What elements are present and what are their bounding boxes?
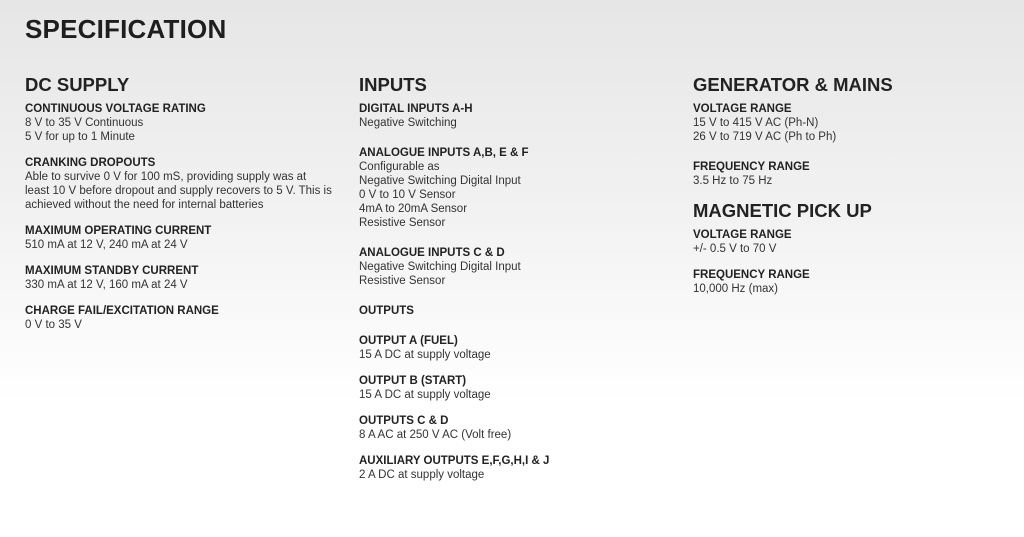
column-dc-supply	[25, 74, 345, 344]
spec-value: Negative Switching	[359, 117, 457, 129]
spec-digital-inputs	[359, 102, 679, 130]
spec-label: OUTPUT A (FUEL)	[359, 335, 458, 347]
spec-auxiliary-outputs	[359, 454, 679, 482]
spec-value: Configurable as	[359, 161, 440, 173]
spec-label: FREQUENCY RANGE	[693, 269, 810, 281]
spec-output-a-fuel	[359, 334, 679, 362]
spec-label: CHARGE FAIL/EXCITATION RANGE	[25, 305, 219, 317]
spec-label: MAXIMUM OPERATING CURRENT	[25, 225, 212, 237]
spec-generator-voltage-range	[693, 102, 1013, 144]
spec-value: 4mA to 20mA Sensor	[359, 203, 468, 215]
spec-maximum-operating-current	[25, 224, 345, 252]
spec-value: 510 mA at 12 V, 240 mA at 24 V	[25, 239, 188, 251]
spec-outputs-cd	[359, 414, 679, 442]
spec-label: OUTPUTS C & D	[359, 415, 449, 427]
spec-outputs-heading	[359, 304, 679, 318]
spec-value: Able to survive 0 V for 100 mS, providing supply was at	[25, 171, 307, 183]
spec-value: Negative Switching Digital Input	[359, 175, 521, 187]
spec-value: 8 A AC at 250 V AC (Volt free)	[359, 429, 512, 441]
spec-value: 0 V to 10 V Sensor	[359, 189, 456, 201]
spec-value: 0 V to 35 V	[25, 319, 82, 331]
spec-value: 15 A DC at supply voltage	[359, 389, 491, 401]
spec-value: Resistive Sensor	[359, 217, 446, 229]
spec-continuous-voltage-rating	[25, 102, 345, 144]
spec-label: AUXILIARY OUTPUTS E,F,G,H,I & J	[359, 455, 550, 467]
spec-mpu-frequency-range	[693, 268, 1013, 296]
spec-value: achieved without the need for internal batteries	[25, 199, 264, 211]
spec-label: OUTPUTS	[359, 305, 414, 317]
spec-charge-fail-excitation-range	[25, 304, 345, 332]
column-generator-mains	[693, 74, 1013, 308]
spec-maximum-standby-current	[25, 264, 345, 292]
spec-label: MAXIMUM STANDBY CURRENT	[25, 265, 199, 277]
spec-cranking-dropouts	[25, 156, 345, 212]
spec-value: +/- 0.5 V to 70 V	[693, 243, 777, 255]
spec-label: VOLTAGE RANGE	[693, 229, 792, 241]
spec-value: 26 V to 719 V AC (Ph to Ph)	[693, 131, 837, 143]
section-title-inputs: INPUTS	[359, 74, 427, 95]
spec-value: Resistive Sensor	[359, 275, 446, 287]
section-title-magnetic-pick-up: MAGNETIC PICK UP	[693, 200, 872, 221]
page-title: SPECIFICATION	[25, 14, 227, 44]
spec-value: 15 V to 415 V AC (Ph-N)	[693, 117, 819, 129]
spec-value: Negative Switching Digital Input	[359, 261, 521, 273]
spec-value: 10,000 Hz (max)	[693, 283, 779, 295]
spec-value: 3.5 Hz to 75 Hz	[693, 175, 773, 187]
spec-analogue-inputs-abef	[359, 146, 679, 230]
section-title-dc-supply: DC SUPPLY	[25, 74, 130, 95]
spec-label: VOLTAGE RANGE	[693, 103, 792, 115]
spec-value: 5 V for up to 1 Minute	[25, 131, 135, 143]
spec-label: CRANKING DROPOUTS	[25, 157, 156, 169]
column-inputs	[359, 74, 679, 494]
spec-output-b-start	[359, 374, 679, 402]
spec-label: ANALOGUE INPUTS C & D	[359, 247, 505, 259]
spec-value: 8 V to 35 V Continuous	[25, 117, 144, 129]
spec-label: ANALOGUE INPUTS A,B, E & F	[359, 147, 529, 159]
spec-label: CONTINUOUS VOLTAGE RATING	[25, 103, 206, 115]
section-title-generator-mains: GENERATOR & MAINS	[693, 74, 893, 95]
spec-generator-frequency-range	[693, 160, 1013, 188]
spec-value: 330 mA at 12 V, 160 mA at 24 V	[25, 279, 188, 291]
spec-value: 2 A DC at supply voltage	[359, 469, 485, 481]
spec-value: 15 A DC at supply voltage	[359, 349, 491, 361]
spec-value: least 10 V before dropout and supply recovers to 5 V. This is	[25, 185, 332, 197]
spec-label: FREQUENCY RANGE	[693, 161, 810, 173]
spec-label: OUTPUT B (START)	[359, 375, 467, 387]
spec-mpu-voltage-range	[693, 228, 1013, 256]
spec-analogue-inputs-cd	[359, 246, 679, 288]
spec-label: DIGITAL INPUTS A-H	[359, 103, 473, 115]
